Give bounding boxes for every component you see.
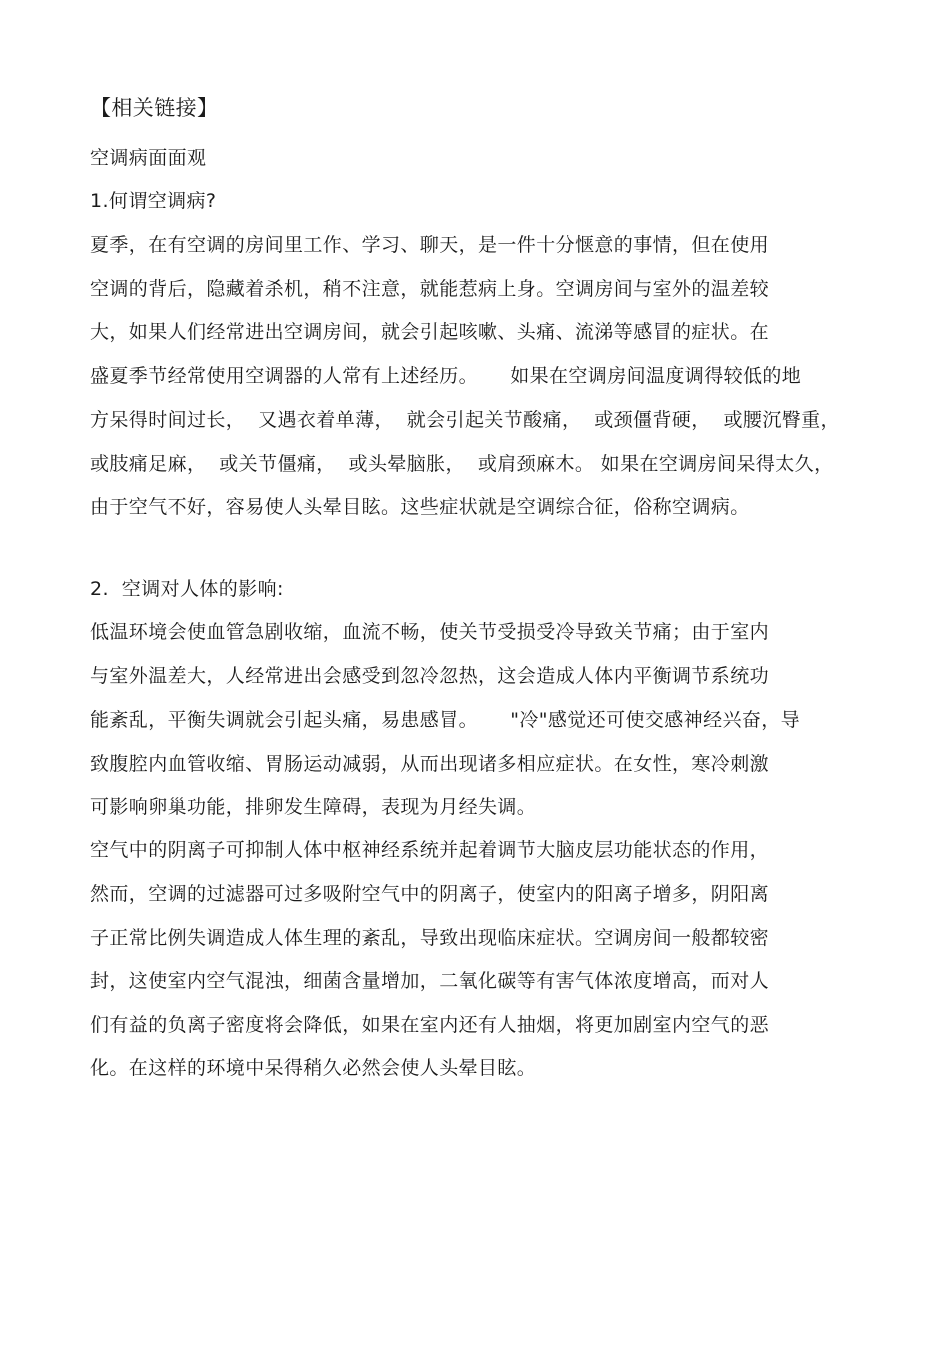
section1-line: 或肢痛足麻， 或关节僵痛， 或头晕脑胀， 或肩颈麻木。 如果在空调房间呆得太久， [90,453,834,475]
article-title: 空调病面面观 [90,147,207,169]
section2-line: 们有益的负离子密度将会降低，如果在室内还有人抽烟，将更加剧室内空气的恶 [90,1014,770,1036]
section1-line: 盛夏季节经常使用空调器的人常有上述经历。 如果在空调房间温度调得较低的地 [90,365,802,387]
section2-line: 可影响卵巢功能，排卵发生障碍，表现为月经失调。 [90,796,537,818]
related-links-heading: 【相关链接】 [90,96,219,120]
section1-line: 方呆得时间过长， 又遇衣着单薄， 就会引起关节酸痛， 或颈僵背硬， 或腰沉臀重， [90,409,840,431]
section2-line: 然而，空调的过滤器可过多吸附空气中的阴离子，使室内的阳离子增多，阴阳离 [90,883,770,905]
section1-line: 夏季，在有空调的房间里工作、学习、聊天，是一件十分惬意的事情，但在使用 [90,234,770,256]
section1-heading: 1.何谓空调病? [90,190,217,212]
section2-heading: 2. 空调对人体的影响: [90,578,284,600]
section2-line: 子正常比例失调造成人体生理的紊乱，导致出现临床症状。空调房间一般都较密 [90,927,770,949]
section2-line: 封，这使室内空气混浊，细菌含量增加，二氧化碳等有害气体浓度增高，而对人 [90,970,770,992]
section1-line: 大，如果人们经常进出空调房间，就会引起咳嗽、头痛、流涕等感冒的症状。在 [90,321,770,343]
section2-line: 与室外温差大，人经常进出会感受到忽冷忽热，这会造成人体内平衡调节系统功 [90,665,770,687]
section2-line: 低温环境会使血管急剧收缩，血流不畅，使关节受损受冷导致关节痛；由于室内 [90,621,770,643]
section2-line: 化。在这样的环境中呆得稍久必然会使人头晕目眩。 [90,1057,537,1079]
section1-line: 空调的背后，隐藏着杀机，稍不注意，就能惹病上身。空调房间与室外的温差较 [90,278,770,300]
section2-line: 能紊乱，平衡失调就会引起头痛，易患感冒。 "冷"感觉还可使交感神经兴奋，导 [90,709,801,731]
section2-line: 空气中的阴离子可抑制人体中枢神经系统并起着调节大脑皮层功能状态的作用， [90,839,770,861]
section2-line: 致腹腔内血管收缩、胃肠运动减弱，从而出现诸多相应症状。在女性，寒冷刺激 [90,753,770,775]
section1-line: 由于空气不好，容易使人头晕目眩。这些症状就是空调综合征，俗称空调病。 [90,496,750,518]
